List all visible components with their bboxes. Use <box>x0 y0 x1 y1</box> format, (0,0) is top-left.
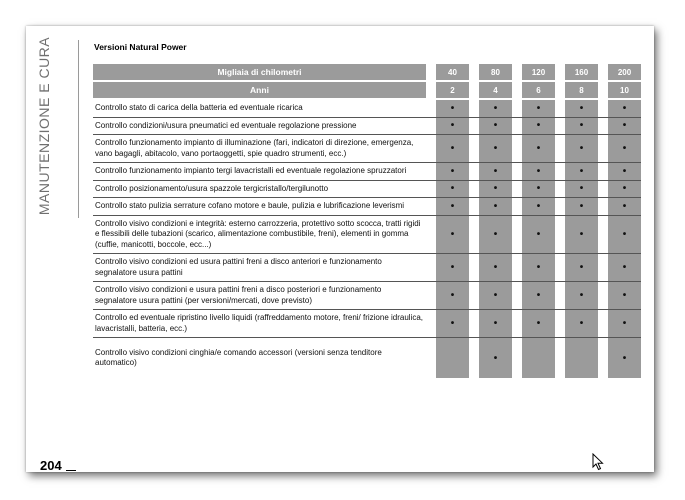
interval-mark: • <box>565 282 598 310</box>
km-header-row-label: Migliaia di chilometri <box>93 64 426 82</box>
column-gap <box>426 254 436 282</box>
table-row <box>93 216 641 255</box>
interval-mark: • <box>608 198 641 216</box>
km-header-row-value: 120 <box>522 64 555 82</box>
interval-mark: • <box>608 181 641 199</box>
interval-mark: • <box>479 310 512 338</box>
interval-mark: • <box>608 338 641 378</box>
column-gap <box>555 338 565 378</box>
years-header-row-value: 2 <box>436 82 469 100</box>
interval-mark: • <box>565 216 598 255</box>
column-gap <box>555 310 565 338</box>
km-header-row-value: 40 <box>436 64 469 82</box>
footer-rule <box>66 470 76 471</box>
interval-mark: • <box>522 181 555 199</box>
column-gap <box>598 338 608 378</box>
column-gap <box>426 100 436 118</box>
column-gap <box>512 163 522 181</box>
column-gap <box>598 64 608 82</box>
column-gap <box>469 82 479 100</box>
page-number: 204 <box>40 458 62 473</box>
table-row <box>93 100 641 118</box>
column-gap <box>598 198 608 216</box>
km-header-row-value: 160 <box>565 64 598 82</box>
table-row <box>93 118 641 136</box>
interval-mark: • <box>565 254 598 282</box>
column-gap <box>469 181 479 199</box>
interval-mark <box>565 338 598 378</box>
interval-mark: • <box>436 135 469 163</box>
check-description: Controllo stato pulizia serrature cofano motore e baule, pulizia e lubrificazione leverismi <box>93 198 426 216</box>
interval-mark: • <box>479 118 512 136</box>
interval-mark: • <box>436 198 469 216</box>
column-gap <box>555 100 565 118</box>
interval-mark: • <box>436 163 469 181</box>
column-gap <box>469 254 479 282</box>
check-description: Controllo funzionamento impianto di illuminazione (fari, indicatori di direzione, emergenza, vano bagagli, abitacolo, vano portaoggetti, spie quadro strumenti, ecc.) <box>93 135 426 163</box>
interval-mark: • <box>565 181 598 199</box>
interval-mark: • <box>608 163 641 181</box>
interval-mark: • <box>565 118 598 136</box>
interval-mark: • <box>522 198 555 216</box>
table-row <box>93 163 641 181</box>
table-row <box>93 198 641 216</box>
column-gap <box>512 338 522 378</box>
column-gap <box>426 198 436 216</box>
interval-mark: • <box>565 198 598 216</box>
column-gap <box>598 135 608 163</box>
interval-mark: • <box>608 216 641 255</box>
side-divider <box>78 40 79 218</box>
interval-mark: • <box>436 118 469 136</box>
column-gap <box>512 82 522 100</box>
interval-mark: • <box>436 254 469 282</box>
column-gap <box>598 216 608 255</box>
check-description: Controllo visivo condizioni cinghia/e comando accessori (versioni senza tenditore automatico) <box>95 347 382 367</box>
interval-mark: • <box>479 163 512 181</box>
side-title-text: MANUTENZIONE E CURA <box>36 36 52 216</box>
column-gap <box>512 64 522 82</box>
column-gap <box>512 100 522 118</box>
column-gap <box>512 135 522 163</box>
column-gap <box>426 163 436 181</box>
table-row <box>93 135 641 163</box>
interval-mark: • <box>608 282 641 310</box>
column-gap <box>426 181 436 199</box>
column-gap <box>426 64 436 82</box>
column-gap <box>555 198 565 216</box>
column-gap <box>555 135 565 163</box>
table-row <box>93 181 641 199</box>
interval-mark: • <box>522 100 555 118</box>
interval-mark: • <box>608 310 641 338</box>
column-gap <box>598 163 608 181</box>
interval-mark: • <box>479 181 512 199</box>
column-gap <box>555 163 565 181</box>
column-gap <box>598 282 608 310</box>
section-title: Versioni Natural Power <box>94 42 187 52</box>
column-gap <box>512 181 522 199</box>
interval-mark: • <box>436 282 469 310</box>
column-gap <box>598 118 608 136</box>
column-gap <box>469 135 479 163</box>
interval-mark: • <box>436 310 469 338</box>
interval-mark: • <box>479 338 512 378</box>
table-row <box>93 338 641 378</box>
interval-mark: • <box>565 100 598 118</box>
interval-mark: • <box>608 135 641 163</box>
check-description: Controllo ed eventuale ripristino livello liquidi (raffreddamento motore, freni/ frizione idraulica, lavacristalli, batteria, ecc.) <box>93 310 426 338</box>
column-gap <box>426 82 436 100</box>
years-header-row-value: 10 <box>608 82 641 100</box>
column-gap <box>512 282 522 310</box>
column-gap <box>598 310 608 338</box>
column-gap <box>512 198 522 216</box>
column-gap <box>512 254 522 282</box>
check-description: Controllo posizionamento/usura spazzole tergicristallo/tergilunotto <box>93 181 426 199</box>
column-gap <box>426 310 436 338</box>
table-row <box>93 310 641 338</box>
years-header-row-value: 8 <box>565 82 598 100</box>
column-gap <box>555 216 565 255</box>
column-gap <box>555 254 565 282</box>
check-description: Controllo visivo condizioni e integrità: esterno carrozzeria, protettivo sotto scocca, tratti rigidi e flessibili delle tubazioni (scarico, alimentazione combustibile, freni), elementi in gomma (cuffie, manicotti, boccole, ecc...) <box>93 216 426 255</box>
column-gap <box>469 198 479 216</box>
interval-mark: • <box>522 216 555 255</box>
mouse-pointer-icon <box>592 453 604 471</box>
column-gap <box>555 282 565 310</box>
column-gap <box>469 282 479 310</box>
interval-mark: • <box>479 282 512 310</box>
km-header-row <box>93 64 641 82</box>
interval-mark: • <box>522 310 555 338</box>
km-header-row-value: 80 <box>479 64 512 82</box>
column-gap <box>426 216 436 255</box>
interval-mark: • <box>479 135 512 163</box>
years-header-row <box>93 82 641 100</box>
interval-mark: • <box>479 198 512 216</box>
column-gap <box>469 216 479 255</box>
column-gap <box>598 181 608 199</box>
years-header-row-value: 4 <box>479 82 512 100</box>
column-gap <box>469 310 479 338</box>
column-gap <box>598 100 608 118</box>
column-gap <box>512 118 522 136</box>
column-gap <box>598 82 608 100</box>
interval-mark: • <box>479 100 512 118</box>
maintenance-schedule-table <box>93 64 641 378</box>
interval-mark: • <box>522 254 555 282</box>
column-gap <box>426 338 436 378</box>
check-description: Controllo stato di carica della batteria ed eventuale ricarica <box>93 100 426 118</box>
interval-mark: • <box>522 282 555 310</box>
column-gap <box>469 118 479 136</box>
column-gap <box>469 163 479 181</box>
column-gap <box>555 118 565 136</box>
interval-mark <box>436 338 469 378</box>
column-gap <box>426 135 436 163</box>
interval-mark: • <box>565 163 598 181</box>
interval-mark <box>522 338 555 378</box>
interval-mark: • <box>608 100 641 118</box>
column-gap <box>598 254 608 282</box>
interval-mark: • <box>522 163 555 181</box>
column-gap <box>555 181 565 199</box>
check-description: Controllo condizioni/usura pneumatici ed eventuale regolazione pressione <box>93 118 426 136</box>
interval-mark: • <box>436 216 469 255</box>
table-row <box>93 282 641 310</box>
interval-mark: • <box>436 100 469 118</box>
column-gap <box>469 338 479 378</box>
side-section-title <box>34 38 54 218</box>
table-row <box>93 254 641 282</box>
interval-mark: • <box>608 254 641 282</box>
interval-mark: • <box>608 118 641 136</box>
km-header-row-value: 200 <box>608 64 641 82</box>
years-header-row-label: Anni <box>93 82 426 100</box>
interval-mark: • <box>522 135 555 163</box>
column-gap <box>469 100 479 118</box>
interval-mark: • <box>479 254 512 282</box>
check-description: Controllo visivo condizioni e usura pattini freni a disco posteriori e funzionamento segnalatore usura pattini (per versioni/mercati, dove previsto) <box>93 282 426 310</box>
column-gap <box>512 216 522 255</box>
years-header-row-value: 6 <box>522 82 555 100</box>
interval-mark: • <box>479 216 512 255</box>
interval-mark: • <box>565 310 598 338</box>
column-gap <box>555 82 565 100</box>
interval-mark: • <box>565 135 598 163</box>
column-gap <box>426 282 436 310</box>
check-description: Controllo funzionamento impianto tergi lavacristalli ed eventuale regolazione spruzzatori <box>93 163 426 181</box>
interval-mark: • <box>522 118 555 136</box>
column-gap <box>469 64 479 82</box>
column-gap <box>512 310 522 338</box>
check-description: Controllo visivo condizioni ed usura pattini freni a disco anteriori e funzionamento segnalatore usura pattini <box>93 254 426 282</box>
column-gap <box>426 118 436 136</box>
interval-mark: • <box>436 181 469 199</box>
column-gap <box>555 64 565 82</box>
